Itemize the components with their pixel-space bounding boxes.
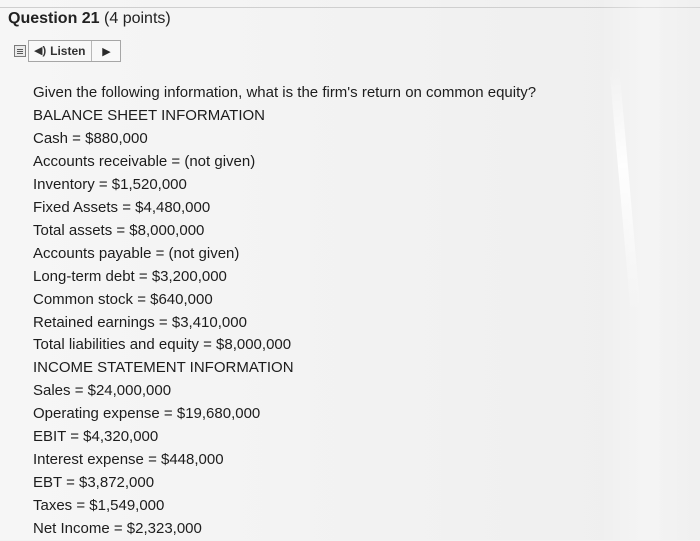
- balance-line: Cash = $880,000: [33, 129, 148, 147]
- balance-line: Total assets = $8,000,000: [33, 221, 205, 239]
- income-line: EBIT = $4,320,000: [33, 428, 159, 446]
- balance-line: Common stock = $640,000: [33, 290, 213, 308]
- balance-line: Retained earnings = $3,410,000: [33, 313, 247, 331]
- question-title: [8, 10, 171, 28]
- listen-widget: [14, 40, 121, 62]
- top-divider: [0, 7, 700, 8]
- question-number: Question 21: [8, 10, 100, 27]
- balance-line: Accounts payable = (not given): [33, 244, 240, 262]
- balance-sheet-header: BALANCE SHEET INFORMATION: [33, 106, 265, 124]
- play-icon: ▶: [102, 45, 111, 58]
- income-line: Taxes = $1,549,000: [33, 497, 165, 515]
- balance-line: Long-term debt = $3,200,000: [33, 267, 227, 285]
- balance-line: Inventory = $1,520,000: [33, 175, 187, 193]
- listen-control: [28, 40, 121, 62]
- play-button[interactable]: [92, 41, 120, 61]
- question-points: (4 points): [104, 10, 171, 27]
- question-text: Given the following information, what is the firm's return on common equity?: [33, 84, 537, 101]
- balance-line: Fixed Assets = $4,480,000: [33, 198, 211, 216]
- balance-line: Accounts receivable = (not given): [33, 152, 256, 170]
- balance-line: Total liabilities and equity = $8,000,000: [33, 336, 292, 354]
- listen-button[interactable]: [29, 41, 92, 61]
- speaker-icon: ◀︎): [34, 44, 47, 57]
- question-body: [33, 82, 653, 541]
- income-line: Interest expense = $448,000: [33, 451, 224, 469]
- income-statement-header: INCOME STATEMENT INFORMATION: [33, 359, 294, 377]
- income-line: EBT = $3,872,000: [33, 474, 155, 492]
- listen-label: Listen: [50, 44, 86, 58]
- income-line: Sales = $24,000,000: [33, 382, 172, 400]
- menu-icon[interactable]: [14, 45, 26, 57]
- income-line: Net Income = $2,323,000: [33, 520, 202, 538]
- income-line: Operating expense = $19,680,000: [33, 405, 261, 423]
